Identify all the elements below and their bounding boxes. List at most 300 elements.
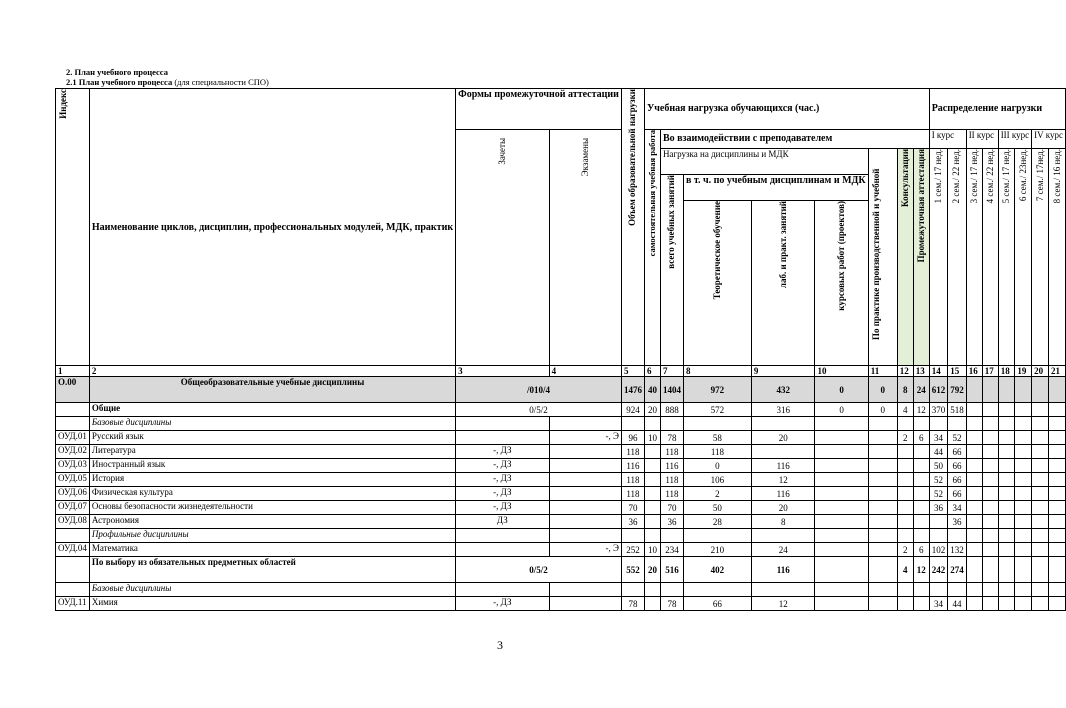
value-cell: 132 — [948, 543, 967, 557]
empty-cell — [660, 529, 683, 543]
value-cell: 66 — [948, 445, 967, 459]
value-cell: 518 — [948, 403, 967, 417]
value-cell: 432 — [751, 377, 815, 403]
header-load-distribution: Распределение нагрузки — [929, 89, 1065, 130]
value-cell: 888 — [660, 403, 683, 417]
header-sem-2: 2 сем./ 22 нед. — [948, 149, 967, 366]
header-volume: Объем образовательной нагрузки — [621, 89, 644, 366]
table-row — [56, 403, 1066, 417]
empty-cell — [751, 583, 815, 597]
empty-cell — [456, 529, 549, 543]
empty-cell — [549, 529, 621, 543]
empty-cell — [683, 583, 751, 597]
value-cell — [982, 515, 998, 529]
value-cell — [998, 597, 1015, 611]
value-cell: 118 — [660, 445, 683, 459]
value-cell: 116 — [751, 487, 815, 501]
value-cell: 572 — [683, 403, 751, 417]
empty-cell — [998, 417, 1015, 431]
discipline-name: Химия — [89, 597, 455, 611]
empty-cell — [1015, 583, 1032, 597]
table-row — [56, 543, 1066, 557]
empty-cell — [1015, 529, 1032, 543]
value-cell: 274 — [948, 557, 967, 583]
value-cell: 116 — [751, 557, 815, 583]
attestation-forms: 0/5/2 — [456, 403, 622, 417]
value-cell: 20 — [751, 431, 815, 445]
value-cell — [966, 473, 982, 487]
header-coursework: курсовых работ (проектов) — [815, 201, 868, 366]
value-cell — [998, 543, 1015, 557]
table-row — [56, 473, 1066, 487]
exams-cell: -, Э — [549, 431, 621, 445]
empty-cell — [868, 417, 897, 431]
attestation-forms: 0/5/2 — [456, 557, 622, 583]
value-cell: 612 — [929, 377, 948, 403]
value-cell — [1015, 445, 1032, 459]
value-cell — [982, 431, 998, 445]
value-cell: 78 — [660, 431, 683, 445]
value-cell — [1049, 377, 1066, 403]
value-cell: 20 — [644, 557, 660, 583]
value-cell — [998, 403, 1015, 417]
value-cell — [897, 487, 913, 501]
value-cell — [1015, 543, 1032, 557]
empty-cell — [1015, 417, 1032, 431]
credits-cell — [456, 431, 549, 445]
value-cell — [751, 445, 815, 459]
header-sem-7: 7 сем./ 17нед. — [1032, 149, 1049, 366]
value-cell — [966, 445, 982, 459]
value-cell — [982, 459, 998, 473]
empty-cell — [644, 583, 660, 597]
value-cell: 118 — [621, 445, 644, 459]
index-cell — [56, 403, 90, 417]
value-cell — [998, 501, 1015, 515]
value-cell: 10 — [644, 543, 660, 557]
value-cell: 316 — [751, 403, 815, 417]
value-cell: 4 — [897, 557, 913, 583]
value-cell — [913, 501, 929, 515]
empty-cell — [751, 529, 815, 543]
credits-cell: -, ДЗ — [456, 597, 549, 611]
value-cell — [1049, 487, 1066, 501]
column-number: 14 — [929, 366, 948, 377]
exams-cell — [549, 515, 621, 529]
column-numbers-row — [56, 366, 1066, 377]
discipline-name: Физическая культура — [89, 487, 455, 501]
header-practice: По практике производственной и учебной — [868, 149, 897, 366]
empty-cell — [1049, 417, 1066, 431]
value-cell — [913, 515, 929, 529]
column-number: 5 — [621, 366, 644, 377]
value-cell — [1049, 501, 1066, 515]
value-cell: 8 — [897, 377, 913, 403]
value-cell: 2 — [683, 487, 751, 501]
value-cell: 924 — [621, 403, 644, 417]
empty-cell — [621, 529, 644, 543]
value-cell — [929, 515, 948, 529]
empty-cell — [948, 529, 967, 543]
value-cell — [1015, 473, 1032, 487]
value-cell — [815, 473, 868, 487]
value-cell — [1015, 487, 1032, 501]
value-cell — [868, 515, 897, 529]
course-3: III курс — [998, 130, 1031, 149]
value-cell — [644, 487, 660, 501]
value-cell: 12 — [913, 403, 929, 417]
value-cell: 116 — [751, 459, 815, 473]
index-cell: ОУД.01 — [56, 431, 90, 445]
value-cell — [1015, 557, 1032, 583]
course-1: I курс — [929, 130, 966, 149]
value-cell — [815, 487, 868, 501]
subsection-heading — [66, 77, 269, 87]
value-cell: 70 — [621, 501, 644, 515]
value-cell — [868, 431, 897, 445]
empty-cell — [456, 417, 549, 431]
discipline-name: История — [89, 473, 455, 487]
empty-cell — [1032, 529, 1049, 543]
table-row — [56, 557, 1066, 583]
empty-cell — [815, 583, 868, 597]
value-cell: 1404 — [660, 377, 683, 403]
index-cell: О.00 — [56, 377, 90, 403]
index-cell: ОУД.05 — [56, 473, 90, 487]
value-cell — [868, 557, 897, 583]
header-consultations: Консультации — [897, 149, 913, 366]
value-cell: 52 — [929, 487, 948, 501]
index-cell: ОУД.03 — [56, 459, 90, 473]
value-cell — [1049, 459, 1066, 473]
index-cell: ОУД.02 — [56, 445, 90, 459]
table-row — [56, 445, 1066, 459]
empty-cell — [998, 583, 1015, 597]
table-row — [56, 431, 1066, 445]
value-cell: 34 — [948, 501, 967, 515]
value-cell — [1049, 403, 1066, 417]
empty-cell — [683, 417, 751, 431]
value-cell: 12 — [913, 557, 929, 583]
empty-cell — [913, 417, 929, 431]
exams-cell — [549, 459, 621, 473]
value-cell — [1015, 459, 1032, 473]
value-cell — [1049, 557, 1066, 583]
value-cell — [1015, 597, 1032, 611]
value-cell — [644, 597, 660, 611]
empty-cell — [549, 583, 621, 597]
value-cell — [868, 597, 897, 611]
value-cell: 242 — [929, 557, 948, 583]
value-cell: 0 — [815, 403, 868, 417]
column-number: 1 — [56, 366, 90, 377]
empty-cell — [897, 583, 913, 597]
value-cell — [998, 377, 1015, 403]
value-cell: 34 — [929, 431, 948, 445]
empty-cell — [966, 583, 982, 597]
value-cell — [982, 557, 998, 583]
value-cell — [982, 487, 998, 501]
value-cell — [897, 501, 913, 515]
empty-cell — [815, 417, 868, 431]
index-cell: ОУД.06 — [56, 487, 90, 501]
course-4: IV курс — [1032, 130, 1066, 149]
empty-cell — [644, 417, 660, 431]
value-cell — [644, 515, 660, 529]
value-cell: 106 — [683, 473, 751, 487]
value-cell — [1049, 473, 1066, 487]
value-cell — [1032, 487, 1049, 501]
value-cell — [1032, 403, 1049, 417]
value-cell: 118 — [683, 445, 751, 459]
value-cell — [966, 557, 982, 583]
empty-cell — [929, 583, 948, 597]
value-cell — [966, 403, 982, 417]
index-cell — [56, 583, 90, 597]
column-number: 10 — [815, 366, 868, 377]
value-cell — [815, 431, 868, 445]
value-cell — [1049, 431, 1066, 445]
header-sem-8: 8 сем./ 16 нед. — [1049, 149, 1066, 366]
value-cell: 78 — [660, 597, 683, 611]
column-number: 8 — [683, 366, 751, 377]
empty-cell — [897, 529, 913, 543]
value-cell — [982, 597, 998, 611]
header-total-classes: всего учебных занятий — [660, 175, 683, 366]
value-cell: 36 — [929, 501, 948, 515]
value-cell — [913, 459, 929, 473]
empty-cell — [660, 583, 683, 597]
header-self-study: самостоятельная учебная работа — [644, 130, 660, 366]
credits-cell: -, ДЗ — [456, 487, 549, 501]
value-cell: 12 — [751, 473, 815, 487]
header-sem-5: 5 сем./ 17 нед. — [998, 149, 1015, 366]
value-cell — [982, 473, 998, 487]
empty-cell — [998, 529, 1015, 543]
value-cell — [998, 557, 1015, 583]
empty-cell — [1032, 417, 1049, 431]
table-row — [56, 529, 1066, 543]
subsection-heading-bold: 2.1 План учебного процесса — [66, 77, 173, 87]
discipline-name: Иностранный язык — [89, 459, 455, 473]
table-row — [56, 583, 1066, 597]
value-cell: 118 — [621, 487, 644, 501]
value-cell: 78 — [621, 597, 644, 611]
value-cell: 66 — [948, 473, 967, 487]
value-cell: 402 — [683, 557, 751, 583]
header-lab-practice: лаб. и практ. занятий — [751, 201, 815, 366]
discipline-name: Русский язык — [89, 431, 455, 445]
discipline-name: Астрономия — [89, 515, 455, 529]
value-cell: 516 — [660, 557, 683, 583]
credits-cell: -, ДЗ — [456, 501, 549, 515]
value-cell — [998, 515, 1015, 529]
header-sem-1: 1 сем./ 17 нед. — [929, 149, 948, 366]
value-cell — [644, 445, 660, 459]
header-index: Индекс — [56, 89, 90, 366]
value-cell — [815, 543, 868, 557]
column-number: 21 — [1049, 366, 1066, 377]
column-number: 3 — [456, 366, 549, 377]
value-cell: 2 — [897, 431, 913, 445]
column-number: 2 — [89, 366, 455, 377]
value-cell — [815, 501, 868, 515]
empty-cell — [897, 417, 913, 431]
category-label: Базовые дисциплины — [89, 417, 455, 431]
value-cell — [998, 445, 1015, 459]
index-cell: ОУД.08 — [56, 515, 90, 529]
column-number: 19 — [1015, 366, 1032, 377]
credits-cell: -, ДЗ — [456, 459, 549, 473]
value-cell — [966, 543, 982, 557]
header-credits: Зачеты — [456, 130, 549, 366]
index-cell: ОУД.11 — [56, 597, 90, 611]
subsection-heading-note: (для специальности СПО) — [172, 77, 269, 87]
empty-cell — [621, 417, 644, 431]
value-cell: 50 — [929, 459, 948, 473]
column-number: 15 — [948, 366, 967, 377]
exams-cell — [549, 445, 621, 459]
credits-cell — [456, 543, 549, 557]
table-row — [56, 417, 1066, 431]
value-cell — [1015, 515, 1032, 529]
empty-cell — [660, 417, 683, 431]
value-cell: 0 — [815, 377, 868, 403]
value-cell: 2 — [897, 543, 913, 557]
value-cell: 210 — [683, 543, 751, 557]
value-cell: 118 — [621, 473, 644, 487]
category-label: Профильные дисциплины — [89, 529, 455, 543]
credits-cell: -, ДЗ — [456, 445, 549, 459]
discipline-name: Математика — [89, 543, 455, 557]
value-cell: 370 — [929, 403, 948, 417]
exams-cell: -, Э — [549, 543, 621, 557]
value-cell: 66 — [948, 487, 967, 501]
discipline-name: Литература — [89, 445, 455, 459]
column-number: 13 — [913, 366, 929, 377]
value-cell — [966, 459, 982, 473]
value-cell — [1032, 473, 1049, 487]
value-cell: 58 — [683, 431, 751, 445]
value-cell — [913, 473, 929, 487]
exams-cell — [549, 597, 621, 611]
value-cell: 50 — [683, 501, 751, 515]
value-cell — [644, 501, 660, 515]
discipline-name: Общие — [89, 403, 455, 417]
column-number: 11 — [868, 366, 897, 377]
value-cell — [1049, 515, 1066, 529]
value-cell: 6 — [913, 431, 929, 445]
section-heading: 2. План учебного процесса — [66, 67, 168, 77]
empty-cell — [1049, 529, 1066, 543]
value-cell — [815, 597, 868, 611]
value-cell — [1015, 431, 1032, 445]
table-row — [56, 487, 1066, 501]
value-cell: 34 — [929, 597, 948, 611]
course-2: II курс — [966, 130, 998, 149]
value-cell: 4 — [897, 403, 913, 417]
header-intermediate-attestation: Промежуточная аттестация — [913, 149, 929, 366]
empty-cell — [644, 529, 660, 543]
empty-cell — [751, 417, 815, 431]
value-cell: 66 — [948, 459, 967, 473]
empty-cell — [456, 583, 549, 597]
empty-cell — [1032, 583, 1049, 597]
empty-cell — [913, 529, 929, 543]
credits-cell: ДЗ — [456, 515, 549, 529]
header-attestation-forms: Формы промежуточной аттестации — [456, 89, 622, 130]
empty-cell — [913, 583, 929, 597]
value-cell: 12 — [751, 597, 815, 611]
value-cell: 36 — [621, 515, 644, 529]
empty-cell — [549, 417, 621, 431]
value-cell — [982, 403, 998, 417]
value-cell — [1032, 501, 1049, 515]
index-cell: ОУД.07 — [56, 501, 90, 515]
table-row — [56, 459, 1066, 473]
value-cell — [868, 459, 897, 473]
value-cell — [868, 501, 897, 515]
header-study-load: Учебная нагрузка обучающихся (час.) — [644, 89, 929, 130]
header-sem-3: 3 сем./ 17 нед. — [966, 149, 982, 366]
value-cell — [1032, 377, 1049, 403]
index-cell: ОУД.04 — [56, 543, 90, 557]
value-cell: 52 — [948, 431, 967, 445]
value-cell — [815, 459, 868, 473]
value-cell — [966, 431, 982, 445]
value-cell: 1476 — [621, 377, 644, 403]
value-cell — [897, 515, 913, 529]
value-cell — [815, 515, 868, 529]
value-cell — [1015, 403, 1032, 417]
value-cell — [982, 543, 998, 557]
empty-cell — [868, 529, 897, 543]
value-cell — [897, 459, 913, 473]
value-cell: 234 — [660, 543, 683, 557]
value-cell — [897, 597, 913, 611]
header-theory: Теоретическое обучение — [683, 201, 751, 366]
table-row — [56, 501, 1066, 515]
value-cell: 24 — [751, 543, 815, 557]
value-cell — [868, 543, 897, 557]
value-cell: 8 — [751, 515, 815, 529]
value-cell — [913, 487, 929, 501]
empty-cell — [966, 417, 982, 431]
value-cell: 972 — [683, 377, 751, 403]
value-cell — [1049, 445, 1066, 459]
value-cell — [913, 597, 929, 611]
value-cell — [868, 473, 897, 487]
empty-cell — [929, 529, 948, 543]
value-cell: 116 — [660, 459, 683, 473]
value-cell: 36 — [948, 515, 967, 529]
value-cell — [1032, 445, 1049, 459]
exams-cell — [549, 487, 621, 501]
value-cell: 0 — [868, 377, 897, 403]
empty-cell — [982, 529, 998, 543]
value-cell — [998, 487, 1015, 501]
value-cell — [1015, 377, 1032, 403]
page-number: 3 — [497, 638, 503, 652]
index-cell — [56, 529, 90, 543]
header-with-teacher: Во взаимодействии с преподавателем — [660, 130, 929, 149]
value-cell: 118 — [660, 473, 683, 487]
value-cell — [998, 473, 1015, 487]
column-number: 6 — [644, 366, 660, 377]
column-number: 9 — [751, 366, 815, 377]
curriculum-table — [55, 88, 1066, 611]
value-cell — [982, 377, 998, 403]
